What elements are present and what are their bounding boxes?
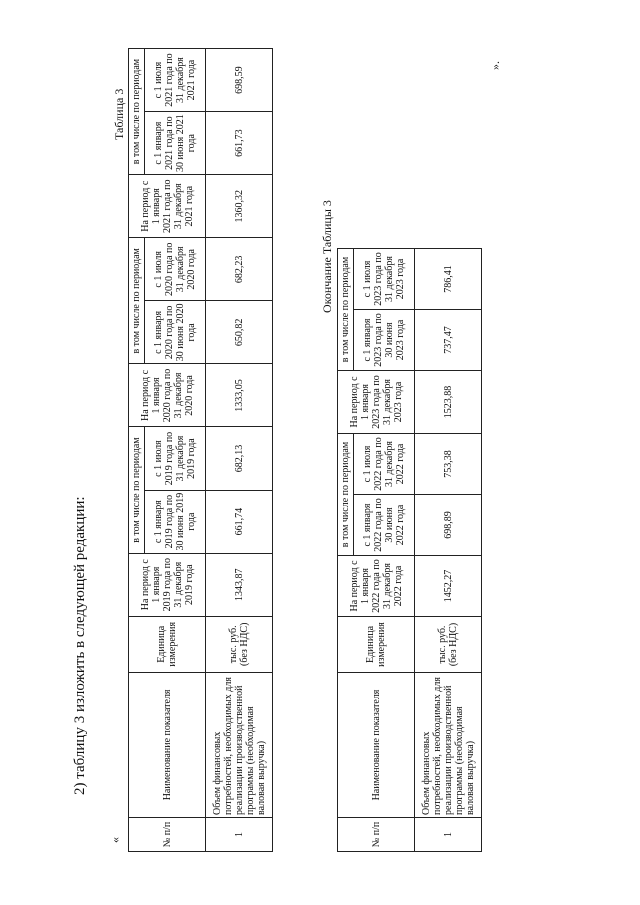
row-name: Объем финансовых потребностей, необходимых для реализации производственной программы (необходимая валовая выручка) bbox=[415, 673, 482, 818]
header-name: Наименование показателя bbox=[129, 672, 206, 817]
header-half-1: с 1 января 2021 года по 30 июня 2021 года bbox=[145, 112, 206, 175]
header-num: № п/п bbox=[129, 817, 206, 851]
table-caption-continuation: Окончание Таблицы 3 bbox=[320, 200, 334, 313]
header-half-1: с 1 января 2023 года по 30 июня 2023 года bbox=[354, 310, 415, 371]
header-half-1: с 1 января 2020 года по 30 июня 2020 года bbox=[145, 301, 206, 364]
row-num: 1 bbox=[206, 817, 273, 851]
value-cell: 737,47 bbox=[415, 310, 482, 371]
header-subgroup: в том числе по периодам bbox=[129, 49, 145, 175]
header-subgroup: в том числе по периодам bbox=[129, 238, 145, 364]
header-subgroup: в том числе по периодам bbox=[338, 249, 354, 371]
opening-quote: « bbox=[108, 837, 122, 843]
table-caption: Таблица 3 bbox=[112, 88, 126, 140]
header-half-2: с 1 июля 2023 года по 31 декабря 2023 года bbox=[354, 249, 415, 310]
intro-text: 2) таблицу 3 изложить в следующей редакции: bbox=[72, 496, 88, 795]
header-name: Наименование показателя bbox=[338, 673, 415, 818]
value-cell: 786,41 bbox=[415, 249, 482, 310]
value-cell: 698,89 bbox=[415, 495, 482, 556]
header-unit: Единица измерения bbox=[338, 617, 415, 673]
header-period-total: На период с 1 января 2022 года по 31 декабря 2022 года bbox=[338, 556, 415, 617]
header-period-total: На период с 1 января 2021 года по 31 декабря 2021 года bbox=[129, 175, 206, 238]
header-unit: Единица измерения bbox=[129, 616, 206, 672]
header-subgroup: в том числе по периодам bbox=[129, 427, 145, 553]
value-cell: 1523,88 bbox=[415, 371, 482, 434]
table-3-part-1 bbox=[128, 48, 273, 852]
value-cell: 661,74 bbox=[206, 490, 273, 553]
value-cell: 682,13 bbox=[206, 427, 273, 490]
value-cell: 753,38 bbox=[415, 434, 482, 495]
header-half-1: с 1 января 2019 года по 30 июня 2019 года bbox=[145, 490, 206, 553]
header-half-2: с 1 июля 2021 года по 31 декабря 2021 года bbox=[145, 49, 206, 112]
row-unit: тыс. руб. (без НДС) bbox=[206, 616, 273, 672]
table-3-part-2 bbox=[337, 248, 482, 852]
header-half-2: с 1 июля 2019 года по 31 декабря 2019 года bbox=[145, 427, 206, 490]
value-cell: 661,73 bbox=[206, 112, 273, 175]
header-num: № п/п bbox=[338, 818, 415, 852]
header-subgroup: в том числе по периодам bbox=[338, 434, 354, 556]
header-half-2: с 1 июля 2022 года по 31 декабря 2022 года bbox=[354, 434, 415, 495]
row-num: 1 bbox=[415, 818, 482, 852]
value-cell: 1343,87 bbox=[206, 553, 273, 616]
row-unit: тыс. руб. (без НДС) bbox=[415, 617, 482, 673]
value-cell: 1360,32 bbox=[206, 175, 273, 238]
closing-quote: ». bbox=[488, 61, 502, 70]
value-cell: 1333,05 bbox=[206, 364, 273, 427]
value-cell: 698,59 bbox=[206, 49, 273, 112]
header-period-total: На период с 1 января 2023 года по 31 декабря 2023 года bbox=[338, 371, 415, 434]
value-cell: 682,23 bbox=[206, 238, 273, 301]
value-cell: 650,82 bbox=[206, 301, 273, 364]
header-half-2: с 1 июля 2020 года по 31 декабря 2020 года bbox=[145, 238, 206, 301]
value-cell: 1452,27 bbox=[415, 556, 482, 617]
header-half-1: с 1 января 2022 года по 30 июня 2022 года bbox=[354, 495, 415, 556]
header-period-total: На период с 1 января 2020 года по 31 декабря 2020 года bbox=[129, 364, 206, 427]
header-period-total: На период с 1 января 2019 года по 31 декабря 2019 года bbox=[129, 553, 206, 616]
row-name: Объем финансовых потребностей, необходимых для реализации производственной программы (необходимая валовая выручка) bbox=[206, 672, 273, 817]
